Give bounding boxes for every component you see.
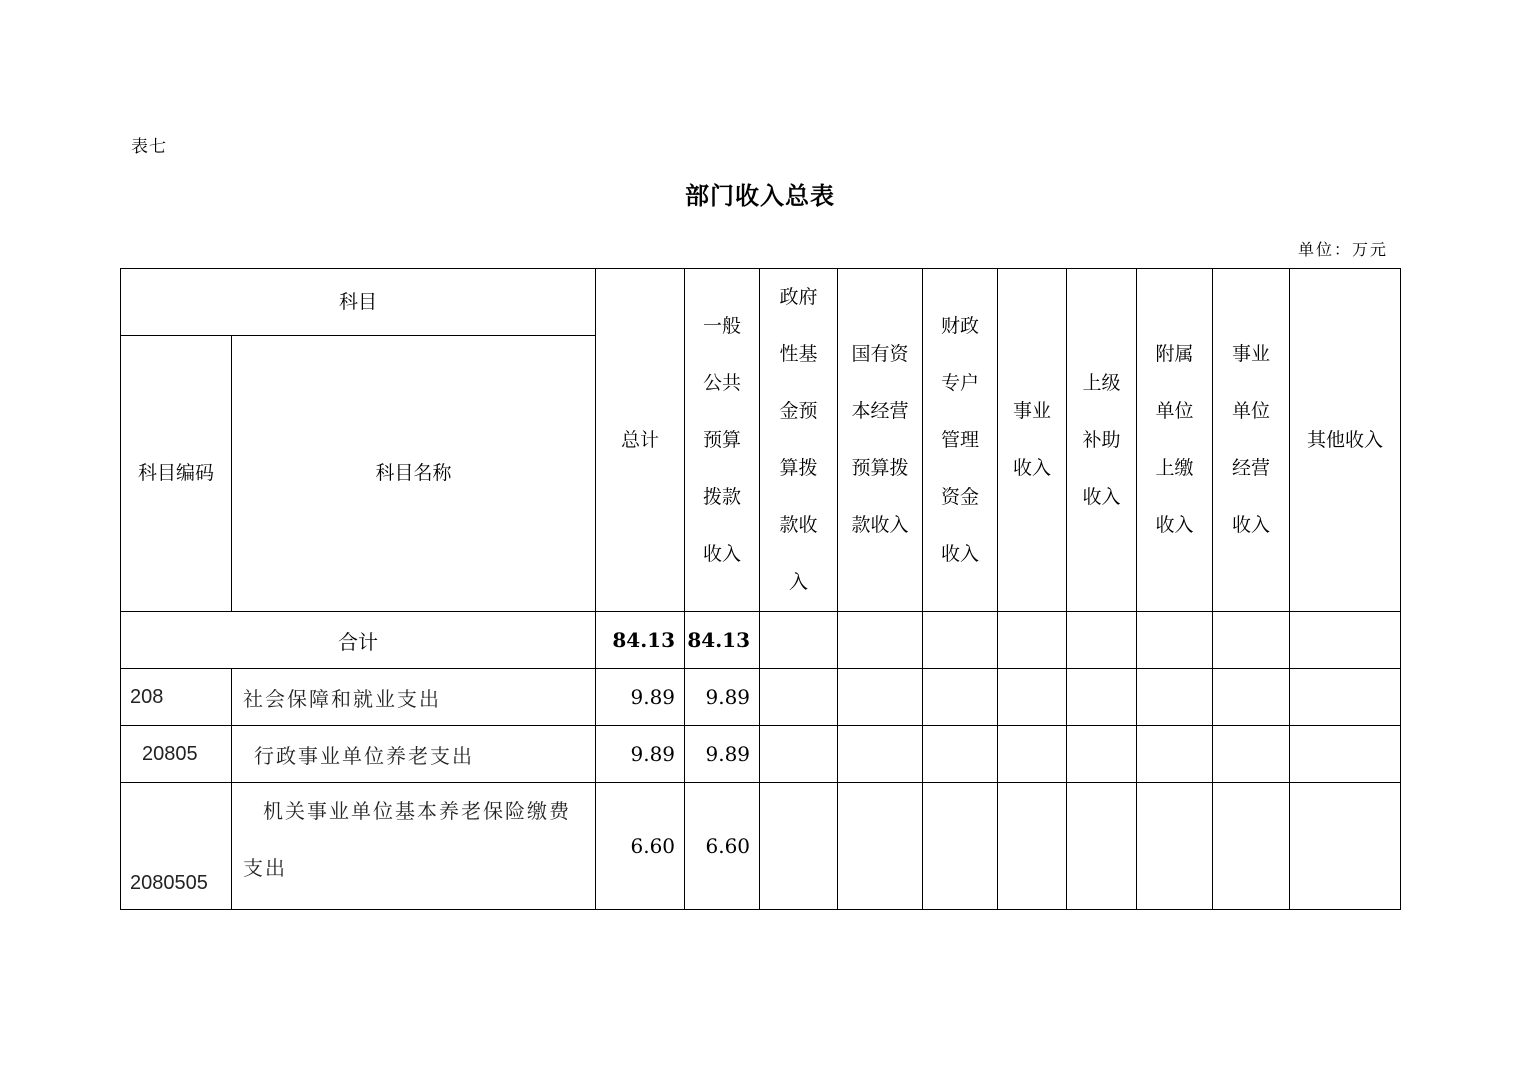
total-label: 合计	[121, 612, 596, 669]
row-total: 9.89	[596, 726, 685, 783]
table-number: 表七	[131, 137, 167, 157]
total-general: 84.13	[685, 612, 760, 669]
row-name: 行政事业单位养老支出	[232, 726, 596, 783]
row-name: 社会保障和就业支出	[232, 669, 596, 726]
row-general: 9.89	[685, 726, 760, 783]
header-subject-code: 科目编码	[121, 336, 232, 612]
total-sum: 84.13	[596, 612, 685, 669]
table-row	[121, 669, 1401, 726]
header-gov-fund: 政府 性基 金预 算拨 款收 入	[760, 269, 838, 612]
row-general: 6.60	[685, 783, 760, 910]
header-total: 总计	[596, 269, 685, 612]
row-total: 9.89	[596, 669, 685, 726]
page-title: 部门收入总表	[685, 181, 835, 210]
header-superior-subsidy: 上级 补助 收入	[1067, 269, 1137, 612]
row-total: 6.60	[596, 783, 685, 910]
unit-label: 单位：万元	[1297, 240, 1388, 259]
row-name: 机关事业单位基本养老保险缴费 支出	[232, 783, 596, 910]
row-code: 208	[121, 669, 232, 726]
income-summary-table	[120, 268, 1401, 910]
header-other-income: 其他收入	[1290, 269, 1401, 612]
header-subject-name: 科目名称	[232, 336, 596, 612]
header-state-capital: 国有资 本经营 预算拨 款收入	[838, 269, 923, 612]
table-row	[121, 783, 1401, 910]
row-code: 2080505	[121, 783, 232, 910]
header-business-unit: 事业 单位 经营 收入	[1213, 269, 1290, 612]
row-general: 9.89	[685, 669, 760, 726]
total-row	[121, 612, 1401, 669]
table-row	[121, 726, 1401, 783]
row-code: 20805	[121, 726, 232, 783]
header-affiliated: 附属 单位 上缴 收入	[1137, 269, 1213, 612]
header-business-income: 事业 收入	[998, 269, 1067, 612]
header-fiscal-special: 财政 专户 管理 资金 收入	[923, 269, 998, 612]
header-subject: 科目	[121, 269, 596, 336]
header-general-budget: 一般 公共 预算 拨款 收入	[685, 269, 760, 612]
